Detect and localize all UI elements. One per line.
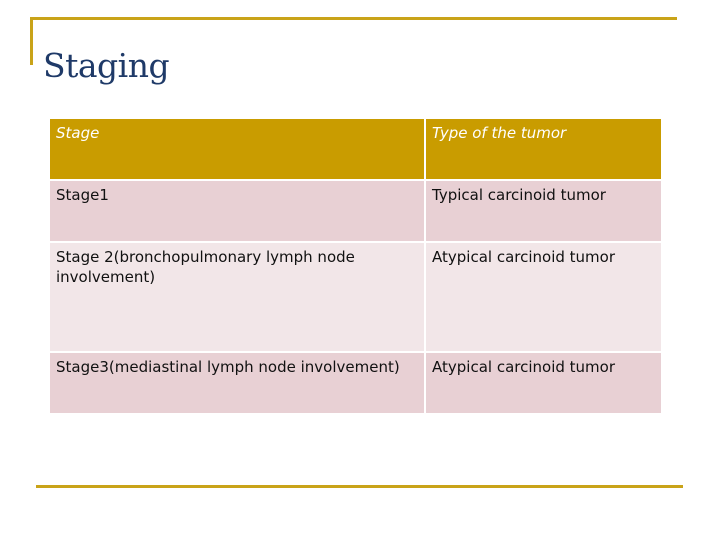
table-header-row: [49, 118, 662, 180]
frame-top-rule: [30, 17, 677, 20]
frame-bottom-rule: [36, 485, 683, 488]
table-row: [49, 180, 662, 242]
table-row: [49, 242, 662, 352]
table-row: [49, 352, 662, 414]
cell-stage: Stage 2(bronchopulmonary lymph node involvement): [49, 242, 425, 352]
header-stage: Stage: [49, 118, 425, 180]
header-tumor-type: Type of the tumor: [425, 118, 662, 180]
cell-tumor-type: Atypical carcinoid tumor: [425, 242, 662, 352]
frame-left-rule: [30, 17, 33, 65]
cell-tumor-type: Typical carcinoid tumor: [425, 180, 662, 242]
staging-table: [48, 117, 663, 415]
cell-stage: Stage3(mediastinal lymph node involvement): [49, 352, 425, 414]
slide-title: Staging: [43, 46, 170, 85]
cell-stage: Stage1: [49, 180, 425, 242]
cell-tumor-type: Atypical carcinoid tumor: [425, 352, 662, 414]
